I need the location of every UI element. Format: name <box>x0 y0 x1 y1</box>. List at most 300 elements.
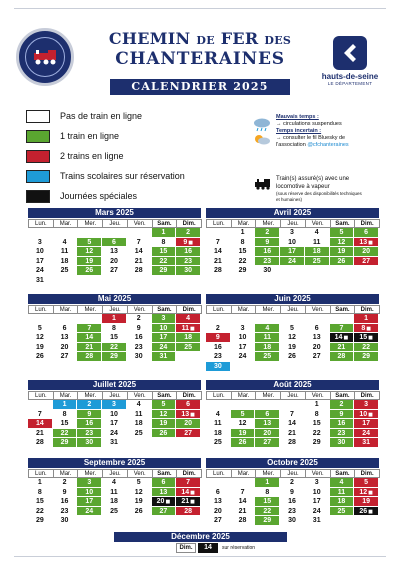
day-cell: 18 <box>255 343 280 353</box>
day-cell: 20 <box>305 343 330 353</box>
day-cell: 21 <box>127 257 152 267</box>
day-cell: 20 <box>53 343 78 353</box>
day-cell: 22 <box>102 343 127 353</box>
day-cell: 22 <box>28 507 53 517</box>
day-cell: 26 <box>152 429 177 439</box>
day-cell: 14 <box>280 419 305 429</box>
day-cell: 8 <box>53 410 78 420</box>
day-cell: 14■ <box>330 333 355 343</box>
day-cell: 22 <box>305 429 330 439</box>
day-header: Mar. <box>231 391 257 400</box>
day-header: Lun. <box>206 391 232 400</box>
day-cell: 17 <box>231 343 256 353</box>
day-cell: 4 <box>127 400 152 410</box>
day-cell: 18 <box>176 333 201 343</box>
day-cell: 9■ <box>176 238 201 248</box>
empty-cell <box>206 400 231 410</box>
day-cell: 8 <box>255 488 280 498</box>
day-header: Sam. <box>152 469 178 478</box>
day-cell: 22 <box>255 507 280 517</box>
day-header: Jeu. <box>102 305 128 314</box>
steam-train-icon: ■ <box>366 325 371 332</box>
day-cell: 12 <box>231 419 256 429</box>
day-cell: 3 <box>231 324 256 334</box>
day-cell: 4 <box>206 410 231 420</box>
month-title: Octobre 2025 <box>206 458 379 468</box>
day-header: Jeu. <box>280 391 306 400</box>
day-cell: 7 <box>231 488 256 498</box>
day-cell: 19 <box>231 429 256 439</box>
day-cell: 30 <box>280 516 305 526</box>
day-cell: 15 <box>305 419 330 429</box>
day-cell: 28 <box>127 266 152 276</box>
day-cell: 16 <box>176 247 201 257</box>
day-header: Sam. <box>152 305 178 314</box>
day-header: Mar. <box>231 469 257 478</box>
day-cell: 26 <box>231 438 256 448</box>
steam-train-icon: ■ <box>190 489 195 496</box>
steam-train-icon: ■ <box>368 411 373 418</box>
day-header: Lun. <box>28 219 54 228</box>
day-header: Ven. <box>127 391 153 400</box>
day-cell: 1 <box>305 400 330 410</box>
day-cell: 8 <box>102 324 127 334</box>
day-cell: 3 <box>102 400 127 410</box>
day-header: Dim. <box>176 469 202 478</box>
day-cell: 21■ <box>176 497 201 507</box>
empty-cell <box>330 314 355 324</box>
day-header: Dim. <box>176 219 202 228</box>
day-header: Mer. <box>255 305 281 314</box>
day-cell: 25 <box>53 266 78 276</box>
day-cell: 24 <box>231 352 256 362</box>
day-cell: 27 <box>206 516 231 526</box>
day-header: Dim. <box>354 219 380 228</box>
day-cell: 6 <box>152 478 177 488</box>
day-header: Jeu. <box>102 219 128 228</box>
day-cell: 16 <box>53 497 78 507</box>
day-cell: 27 <box>176 429 201 439</box>
day-cell: 3 <box>77 478 102 488</box>
day-cell: 17 <box>354 419 379 429</box>
day-cell: 26■ <box>354 507 379 517</box>
month-block <box>28 294 201 362</box>
day-cell: 11 <box>53 247 78 257</box>
day-header: Sam. <box>152 219 178 228</box>
steam-train-icon: ■ <box>368 335 373 342</box>
day-cell: 2 <box>127 314 152 324</box>
day-header: Mar. <box>53 305 79 314</box>
day-cell: 24 <box>354 429 379 439</box>
day-cell: 2 <box>255 228 280 238</box>
day-cell: 20 <box>206 507 231 517</box>
day-cell: 20■ <box>152 497 177 507</box>
day-cell: 24 <box>28 266 53 276</box>
day-cell: 10 <box>102 410 127 420</box>
day-cell: 14 <box>206 247 231 257</box>
day-cell: 9 <box>255 238 280 248</box>
day-cell: 7 <box>127 238 152 248</box>
day-cell: 7 <box>330 324 355 334</box>
day-cell: 8■ <box>354 324 379 334</box>
day-cell: 19 <box>280 343 305 353</box>
day-cell: 27 <box>354 257 379 267</box>
day-cell: 30 <box>206 362 231 372</box>
day-cell: 13 <box>206 497 231 507</box>
day-cell: 6 <box>354 228 379 238</box>
day-cell: 24 <box>152 343 177 353</box>
day-cell: 2 <box>77 400 102 410</box>
day-cell: 18 <box>127 419 152 429</box>
day-cell: 26 <box>330 257 355 267</box>
day-cell: 17 <box>305 497 330 507</box>
legend-swatch <box>26 130 50 143</box>
day-cell: 3 <box>28 238 53 248</box>
steam-train-icon: ■ <box>368 489 373 496</box>
day-cell: 7 <box>77 324 102 334</box>
day-cell: 4 <box>53 238 78 248</box>
day-cell: 16 <box>127 333 152 343</box>
day-header: Mar. <box>231 219 257 228</box>
day-cell: 1 <box>28 478 53 488</box>
empty-cell <box>280 400 305 410</box>
day-cell: 6 <box>53 324 78 334</box>
month-title: Avril 2025 <box>206 208 379 218</box>
day-cell: 27 <box>102 266 127 276</box>
day-cell: 27 <box>152 507 177 517</box>
steam-train-icon: ■ <box>343 335 349 342</box>
day-cell: 17 <box>152 333 177 343</box>
day-cell: 13■ <box>176 410 201 420</box>
day-cell: 4 <box>176 314 201 324</box>
day-cell: 5 <box>28 324 53 334</box>
legend-item: Trains scolaires sur réservation <box>26 170 226 184</box>
day-cell: 2 <box>330 400 355 410</box>
day-cell: 1 <box>102 314 127 324</box>
day-cell: 14 <box>28 419 53 429</box>
empty-cell <box>255 400 280 410</box>
day-cell: 31 <box>305 516 330 526</box>
day-cell: 18 <box>330 497 355 507</box>
day-cell: 2 <box>280 478 305 488</box>
day-header: Mer. <box>77 391 103 400</box>
day-cell: 29 <box>152 266 177 276</box>
day-header: Sam. <box>330 219 356 228</box>
day-cell: 12 <box>127 488 152 498</box>
day-cell: 20 <box>255 429 280 439</box>
day-cell: 16 <box>77 419 102 429</box>
day-cell: 3 <box>354 400 379 410</box>
day-cell: 23 <box>176 257 201 267</box>
month-block <box>28 208 201 286</box>
day-cell: 25 <box>206 438 231 448</box>
day-header: Sam. <box>330 469 356 478</box>
day-cell: 27 <box>305 352 330 362</box>
day-cell: 6 <box>206 488 231 498</box>
day-header: Ven. <box>127 305 153 314</box>
day-cell: 19 <box>127 497 152 507</box>
day-cell: 19 <box>28 343 53 353</box>
sponsor-name: hauts-de-seine <box>321 72 379 81</box>
day-cell: 30 <box>330 438 355 448</box>
day-cell: 23 <box>330 429 355 439</box>
day-cell: 2 <box>176 228 201 238</box>
day-cell: 28 <box>77 352 102 362</box>
day-header: Dim. <box>354 391 380 400</box>
month-block <box>206 294 379 372</box>
day-cell: 21 <box>77 343 102 353</box>
steam-train-icon: ■ <box>189 325 195 332</box>
day-cell: 2 <box>53 478 78 488</box>
day-cell: 18 <box>102 497 127 507</box>
day-cell: 4 <box>102 478 127 488</box>
day-header: Jeu. <box>280 469 306 478</box>
day-cell: 12 <box>152 410 177 420</box>
day-cell: 28 <box>280 438 305 448</box>
empty-cell <box>77 314 102 324</box>
day-cell: 9 <box>330 410 355 420</box>
day-header: Sam. <box>330 391 356 400</box>
month-title: Juillet 2025 <box>28 380 201 390</box>
day-cell: 1 <box>53 400 78 410</box>
day-cell: 29 <box>255 516 280 526</box>
day-cell: 22 <box>152 257 177 267</box>
day-cell: 6 <box>305 324 330 334</box>
day-cell: 13 <box>53 333 78 343</box>
day-cell: 28 <box>231 516 256 526</box>
bottom-rule <box>14 556 386 557</box>
day-cell: 3 <box>305 478 330 488</box>
day-cell: 15 <box>28 497 53 507</box>
day-cell: 2 <box>206 324 231 334</box>
steam-train-icon: ■ <box>165 499 171 506</box>
day-cell: 13 <box>305 333 330 343</box>
day-cell: 14■ <box>176 488 201 498</box>
day-cell: 25 <box>305 257 330 267</box>
day-cell: 9 <box>127 324 152 334</box>
day-cell: 11 <box>206 419 231 429</box>
month-block <box>28 458 201 526</box>
empty-cell <box>206 228 231 238</box>
day-cell: 1 <box>152 228 177 238</box>
day-cell: 22 <box>53 429 78 439</box>
day-cell: 22 <box>231 257 256 267</box>
sponsor-subtitle: LE DÉPARTEMENT <box>327 81 373 86</box>
empty-cell <box>231 478 256 488</box>
day-header: Lun. <box>206 305 232 314</box>
day-cell: 9 <box>280 488 305 498</box>
day-cell: 31 <box>152 352 177 362</box>
empty-cell <box>102 228 127 238</box>
day-cell: 8 <box>305 410 330 420</box>
day-header: Sam. <box>152 391 178 400</box>
day-cell: 26 <box>28 352 53 362</box>
day-cell: 20 <box>354 247 379 257</box>
empty-cell <box>28 314 53 324</box>
day-cell: 30 <box>255 266 280 276</box>
day-cell: 28 <box>28 438 53 448</box>
day-header: Mer. <box>255 219 281 228</box>
day-header: Dim. <box>176 543 196 553</box>
month-december <box>114 532 287 553</box>
day-cell: 21 <box>28 429 53 439</box>
month-block <box>206 458 379 526</box>
day-cell: 28 <box>176 507 201 517</box>
day-cell: 13 <box>102 247 127 257</box>
hauts-de-seine-mark-icon <box>333 36 367 70</box>
empty-cell <box>77 228 102 238</box>
day-cell: 11■ <box>176 324 201 334</box>
day-cell: 5 <box>354 478 379 488</box>
day-header: Jeu. <box>102 469 128 478</box>
day-cell: 15 <box>53 419 78 429</box>
day-cell: 15 <box>152 247 177 257</box>
day-cell: 11 <box>255 333 280 343</box>
day-cell: 29 <box>53 438 78 448</box>
day-cell: 23 <box>206 352 231 362</box>
empty-cell <box>255 314 280 324</box>
day-cell: 18 <box>206 429 231 439</box>
steam-train-icon: ■ <box>368 239 373 246</box>
day-cell: 12 <box>77 247 102 257</box>
day-cell: 27 <box>255 438 280 448</box>
day-cell: 9 <box>77 410 102 420</box>
top-rule <box>14 8 386 9</box>
day-cell: 8 <box>231 238 256 248</box>
day-cell: 21 <box>206 257 231 267</box>
day-cell: 21 <box>330 343 355 353</box>
day-cell: 1 <box>354 314 379 324</box>
empty-cell <box>206 478 231 488</box>
steam-locomotive-icon <box>254 178 272 190</box>
day-cell: 10 <box>77 488 102 498</box>
day-cell: 13 <box>152 488 177 498</box>
month-title: Septembre 2025 <box>28 458 201 468</box>
month-title: Août 2025 <box>206 380 379 390</box>
day-header: Mer. <box>255 469 281 478</box>
day-cell: 26 <box>77 266 102 276</box>
day-cell: 19 <box>354 497 379 507</box>
day-cell: 1 <box>255 478 280 488</box>
steam-train-icon: ■ <box>190 411 195 418</box>
month-block <box>28 380 201 448</box>
day-cell: 17 <box>102 419 127 429</box>
day-cell: 23 <box>255 257 280 267</box>
day-header: Ven. <box>305 469 331 478</box>
page-title: CHEMIN DE FER DES CHANTERAINES <box>108 29 292 69</box>
empty-cell <box>53 228 78 238</box>
day-cell: 31 <box>354 438 379 448</box>
day-cell: 23 <box>280 507 305 517</box>
day-cell: 19 <box>152 419 177 429</box>
day-cell: 15■ <box>354 333 379 343</box>
month-title: Décembre 2025 <box>114 532 287 542</box>
day-header: Lun. <box>28 391 54 400</box>
day-cell: 7 <box>176 478 201 488</box>
day-cell: 14 <box>231 497 256 507</box>
month-title: Mai 2025 <box>28 294 201 304</box>
day-header: Lun. <box>206 469 232 478</box>
day-cell: 1 <box>231 228 256 238</box>
day-header: Dim. <box>176 305 202 314</box>
weather-icon <box>252 116 272 146</box>
day-cell: 12 <box>330 238 355 248</box>
day-cell: 29 <box>305 438 330 448</box>
day-cell: 10 <box>28 247 53 257</box>
day-cell: 29 <box>102 352 127 362</box>
legend-swatch <box>26 110 50 123</box>
empty-cell <box>53 314 78 324</box>
day-cell: 5 <box>330 228 355 238</box>
day-cell: 3 <box>152 314 177 324</box>
day-header: Ven. <box>305 305 331 314</box>
day-cell: 6 <box>176 400 201 410</box>
empty-cell <box>280 314 305 324</box>
day-cell: 5 <box>152 400 177 410</box>
day-cell-special: 14 <box>198 543 218 553</box>
day-cell: 5 <box>231 410 256 420</box>
day-cell: 12 <box>28 333 53 343</box>
day-cell: 30 <box>127 352 152 362</box>
day-cell: 15 <box>102 333 127 343</box>
day-cell: 10 <box>231 333 256 343</box>
day-cell: 31 <box>28 276 53 286</box>
empty-cell <box>127 228 152 238</box>
month-block <box>206 208 379 276</box>
empty-cell <box>305 314 330 324</box>
day-cell: 19 <box>77 257 102 267</box>
day-cell: 24 <box>77 507 102 517</box>
day-cell: 10■ <box>354 410 379 420</box>
day-header: Mar. <box>53 391 79 400</box>
day-cell: 24 <box>102 429 127 439</box>
day-cell: 13■ <box>354 238 379 248</box>
day-header: Jeu. <box>280 219 306 228</box>
legend-item: 1 train en ligne <box>26 130 226 144</box>
day-cell: 7 <box>206 238 231 248</box>
empty-cell <box>28 400 53 410</box>
day-cell: 12 <box>280 333 305 343</box>
day-cell: 6 <box>102 238 127 248</box>
day-header: Mer. <box>255 391 281 400</box>
day-cell: 13 <box>255 419 280 429</box>
day-cell: 25 <box>330 507 355 517</box>
day-header: Dim. <box>354 305 380 314</box>
day-cell: 19 <box>330 247 355 257</box>
day-cell: 23 <box>127 343 152 353</box>
day-cell: 20 <box>102 257 127 267</box>
day-cell: 23 <box>77 429 102 439</box>
day-cell: 26 <box>127 507 152 517</box>
day-header: Mer. <box>77 219 103 228</box>
day-cell: 5 <box>127 478 152 488</box>
steam-train-icon: ■ <box>368 508 373 515</box>
day-header: Dim. <box>354 469 380 478</box>
day-cell: 30 <box>53 516 78 526</box>
day-header: Mar. <box>53 219 79 228</box>
day-cell: 17 <box>28 257 53 267</box>
day-header: Sam. <box>330 305 356 314</box>
day-cell: 24 <box>280 257 305 267</box>
day-header: Ven. <box>305 391 331 400</box>
day-cell: 6 <box>255 410 280 420</box>
month-title: Mars 2025 <box>28 208 201 218</box>
steam-train-icon <box>30 49 62 65</box>
day-cell: 25 <box>255 352 280 362</box>
day-cell: 15 <box>231 247 256 257</box>
day-cell: 22 <box>354 343 379 353</box>
day-cell: 10 <box>280 238 305 248</box>
